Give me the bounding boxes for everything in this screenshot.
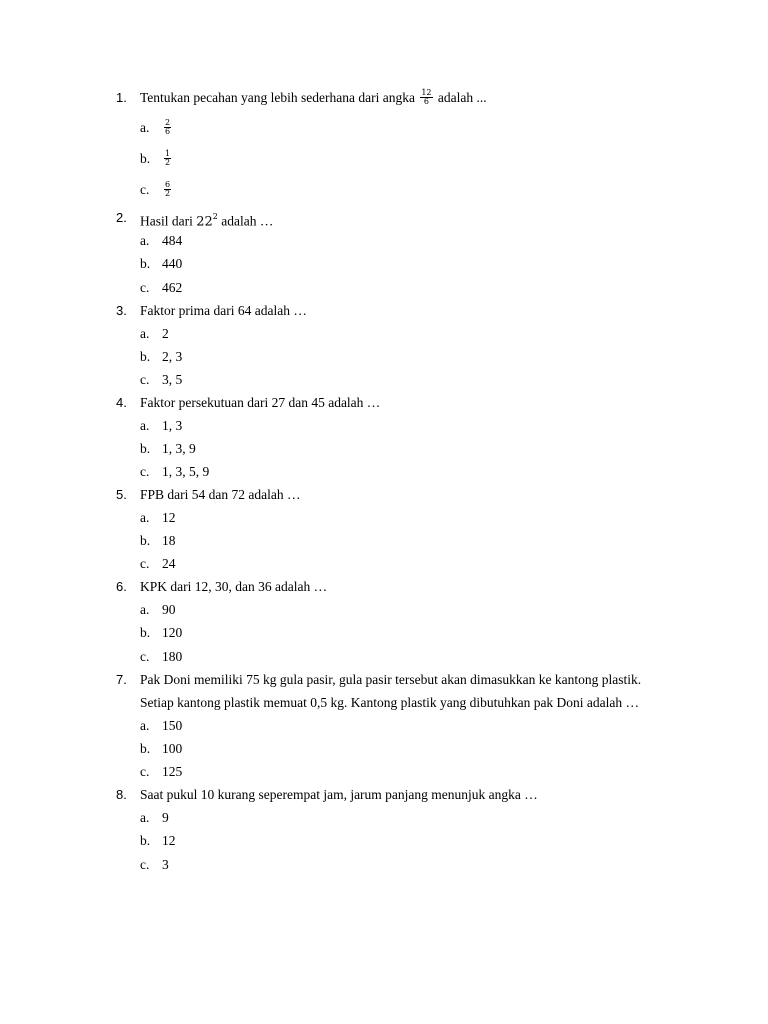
question-text: FPB dari 54 dan 72 adalah …: [140, 487, 301, 502]
fraction: $\frac{12}{6}$: [421, 88, 432, 107]
question-number: 7.: [116, 672, 127, 687]
fraction: $\frac{6}{2}$: [165, 180, 171, 199]
question-text: Hasil dari $22^2$ adalah …: [140, 212, 274, 230]
question-number: 5.: [116, 487, 127, 502]
question-text: Pak Doni memiliki 75 kg gula pasir, gula pasir tersebut akan dimasukkan ke kantong plastik.: [140, 672, 642, 687]
question-text: Setiap kantong plastik memuat 0,5 kg. Kantong plastik yang dibutuhkan pak Doni adalah …: [140, 695, 640, 710]
fraction: $\frac{2}{6}$: [165, 118, 171, 137]
question-number: 8.: [116, 787, 127, 802]
question-text: Saat pukul 10 kurang seperempat jam, jarum panjang menunjuk angka …: [140, 787, 538, 802]
question-text: KPK dari 12, 30, dan 36 adalah …: [140, 579, 328, 594]
question-number: 4.: [116, 395, 127, 410]
question-number: 3.: [116, 303, 127, 318]
question-text: Faktor prima dari 64 adalah …: [140, 303, 307, 318]
question-text: Tentukan pecahan yang lebih sederhana dari angka $\frac{12}{6}$ adalah ...: [140, 88, 487, 107]
question-number: 6.: [116, 579, 127, 594]
document-page: 1. Tentukan pecahan yang lebih sederhana dari angka $\frac{12}{6}$ adalah ... a. $\frac{2}{6}$ b. $\frac{1}{2}$ c. $\frac{6}{2}$ 2. Hasil dari $22^2$ adalah … a. 484 b. 440 c. 462 3. Faktor prima dari 64 adalah … a. 2 b. 2, 3 c. 3, 5 4. Faktor persekutuan dari 27 dan 45 adalah … a. 1, 3 b. 1, 3, 9 c. 1, 3, 5, 9 5. FPB dari 54 dan 72 adalah … a. 12 b. 18 c. 24 6. KPK dari 12, 30, dan 36 adalah … a. 90 b. 120 c. 180 7. Pak Doni memiliki 75 kg gula pasir, gula pasir tersebut akan dimasukkan ke kantong plastik. Setiap kantong plastik memuat 0,5 kg. Kantong plastik yang dibutuhkan pak Doni adalah … a. 150 b. 100 c. 125 8. Saat pukul 10 kurang seperempat jam, jarum panjang menunjuk angka … a. 9 b. 12 c. 3: [116, 88, 642, 872]
question-text: Faktor persekutuan dari 27 dan 45 adalah …: [140, 395, 381, 410]
fraction: $\frac{1}{2}$: [165, 149, 171, 168]
question-number: 1.: [116, 90, 127, 105]
question-number: 2.: [116, 210, 127, 225]
